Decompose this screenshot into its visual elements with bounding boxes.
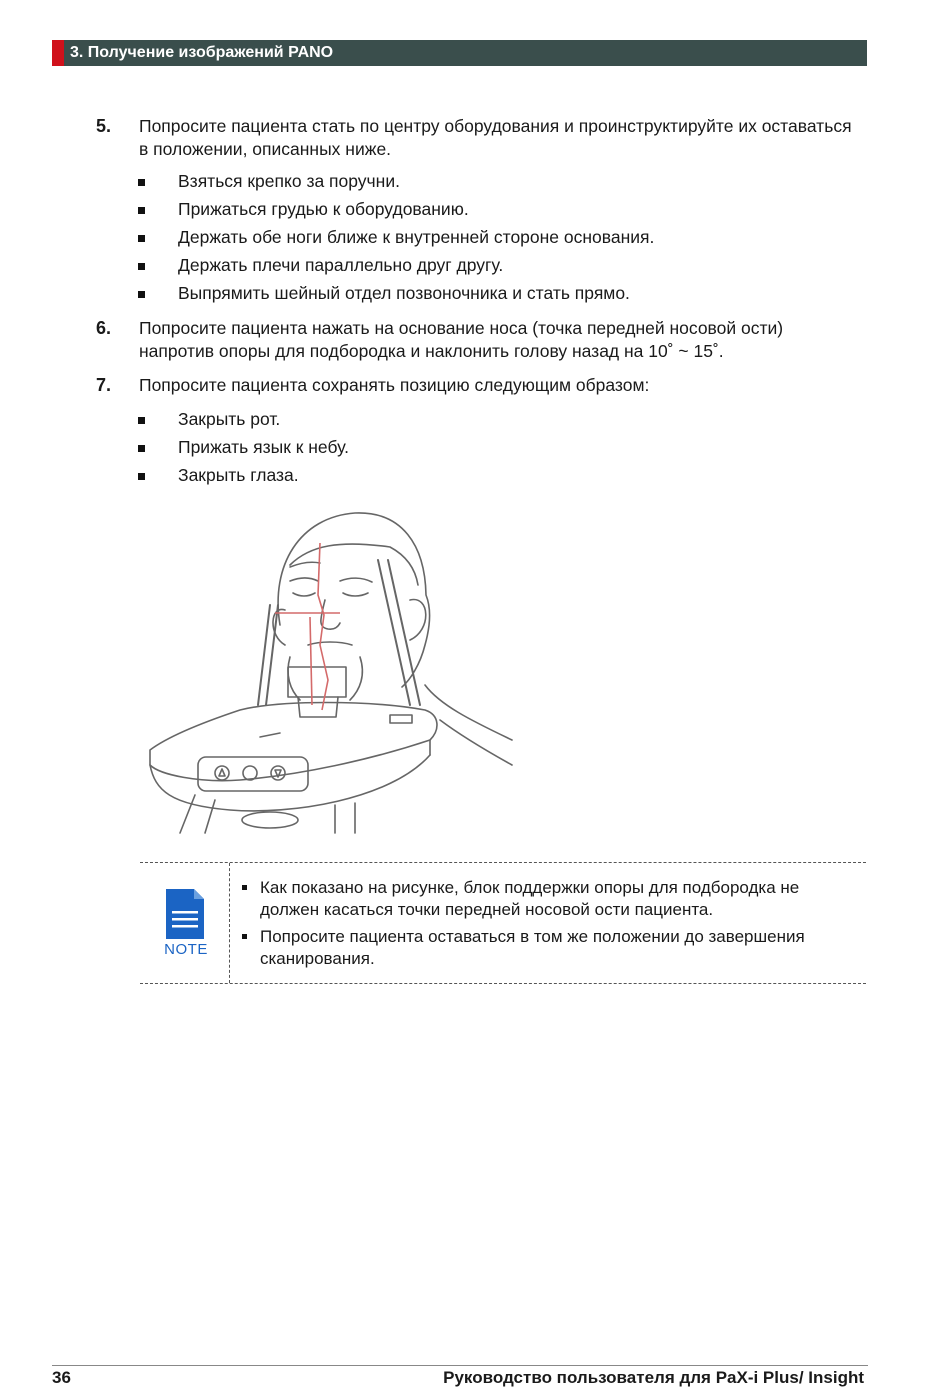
step-6 [96, 317, 856, 365]
step-number: 5. [96, 116, 112, 136]
list-item [136, 198, 856, 221]
step-7 [96, 374, 856, 398]
list-item [136, 408, 856, 431]
bullet-square [138, 417, 145, 424]
list-item-text: Держать плечи параллельно друг другу. [178, 255, 504, 275]
page-number: 36 [52, 1368, 71, 1387]
note-box [140, 862, 866, 984]
bullet-square [138, 207, 145, 214]
list-item-text: Закрыть рот. [178, 409, 281, 429]
section-title: 3. Получение изображений PANO [70, 44, 334, 61]
list-item-text: Держать обе ноги ближе к внутренней стороне основания. [178, 227, 655, 247]
bullet-square [138, 291, 145, 298]
note-item [240, 926, 850, 972]
patient-positioning-illustration [140, 505, 520, 835]
note-item-text: Как показано на рисунке, блок поддержки опоры для подбородка не должен касаться точки передней носовой ости пациента. [260, 878, 800, 919]
footer-title: Руководство пользователя для PaX-i Plus/ Insight [443, 1368, 864, 1387]
step-text: Попросите пациента стать по центру оборудования и проинструктируйте их оставаться в положении, описанных ниже. [139, 116, 852, 159]
list-item-text: Закрыть глаза. [178, 465, 299, 485]
list-item-text: Прижаться грудью к оборудованию. [178, 199, 469, 219]
bullet-square [138, 263, 145, 270]
step-number: 7. [96, 375, 112, 395]
list-item [136, 464, 856, 487]
list-item-text: Выпрямить шейный отдел позвоночника и стать прямо. [178, 283, 630, 303]
bullet-square [138, 179, 145, 186]
list-item-text: Взяться крепко за поручни. [178, 171, 400, 191]
footer-divider [52, 1365, 868, 1366]
list-item [136, 436, 856, 459]
list-item-text: Прижать язык к небу. [178, 437, 349, 457]
step-text: Попросите пациента нажать на основание носа (точка передней носовой ости) напротив опоры для подбородка и наклонить голову назад на 10˚ ~ 15˚. [139, 318, 784, 361]
header-accent [52, 40, 64, 66]
bullet-square [138, 235, 145, 242]
list-item [136, 282, 856, 305]
bullet-square [138, 473, 145, 480]
note-item-text: Попросите пациента оставаться в том же положении до завершения сканирования. [260, 927, 805, 968]
section-header [52, 40, 867, 66]
step-5 [96, 115, 856, 163]
note-divider [229, 863, 230, 983]
bullet-dot [242, 934, 247, 939]
list-item [136, 170, 856, 193]
note-label: NOTE [164, 941, 208, 958]
list-item [136, 226, 856, 249]
step-text: Попросите пациента сохранять позицию следующим образом: [139, 375, 650, 395]
bullet-dot [242, 885, 247, 890]
bullet-square [138, 445, 145, 452]
step-number: 6. [96, 318, 112, 338]
list-item [136, 254, 856, 277]
note-item [240, 877, 850, 923]
